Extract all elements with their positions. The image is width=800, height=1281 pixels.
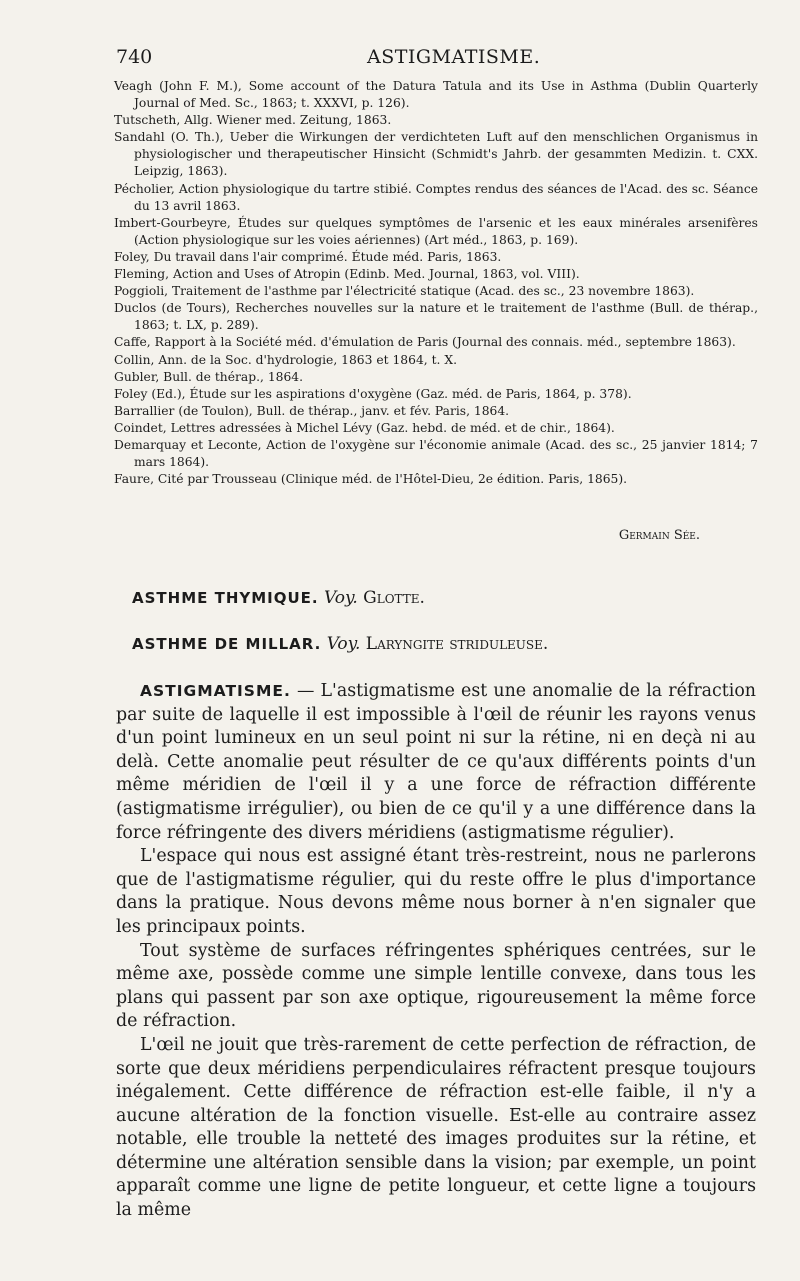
reference-item: Foley, Du travail dans l'air comprimé. Étude méd. Paris, 1863. xyxy=(114,249,502,264)
see-label: Voy. xyxy=(326,634,361,654)
reference-item: Faure, Cité par Trousseau (Clinique méd. de l'Hôtel-Dieu, 2e édition. Paris, 1865). xyxy=(114,472,628,487)
reference-item: Imbert-Gourbeyre, Études sur quelques symptômes de l'arsenic et les eaux minérales arsenifères (Action physiologique sur les voies aériennes) (Art méd., 1863, p. 169). xyxy=(114,215,758,247)
cross-reference: Laryngite striduleuse. xyxy=(365,634,549,654)
article-paragraph: L'œil ne jouit que très-rarement de cette perfection de réfraction, de sorte que deux méridiens perpendiculaires réfractent presque toujours inégalement. Cette différence de réfraction est-elle faible, il n'y a aucune altération de la fonction visuelle. Est-elle au contraire assez notable, elle trouble la netteté des images produites sur la rétine, et détermine une altération sensible dans la vision; par exemple, un point apparaît comme une ligne de petite longueur, et cette ligne a toujours la même xyxy=(116,1034,756,1221)
reference-item: Sandahl (O. Th.), Ueber die Wirkungen der verdichteten Luft auf den menschlichen Organismus in physiologischer und therapeutischer Hinsicht (Schmidt's Jahrb. der gesammten Medizin. t. CXX. Leipzig, 1863). xyxy=(114,130,758,179)
article-paragraph: ASTIGMATISME. — L'astigmatisme est une anomalie de la réfraction par suite de laquelle il est impossible à l'œil de réunir les rayons venus d'un point lumineux en un seul point ni sur la rétine, ni en deçà ni au delà. Cette anomalie peut résulter de ce qu'aux différents points d'un même méridien de l'œil il y a une force de réfraction différente (astigmatisme irrégulier), ou bien de ce qu'il y a une différence dans la force réfringente des divers méridiens (astigmatisme régulier). xyxy=(116,681,756,843)
page xyxy=(112,40,758,1221)
page-header xyxy=(112,40,758,72)
page-number: 740 xyxy=(116,46,153,68)
entry-headword: ASTHME DE MILLAR. xyxy=(132,635,322,653)
reference-item: Coindet, Lettres adressées à Michel Lévy (Gaz. hebd. de méd. et de chir., 1864). xyxy=(114,420,615,435)
article-headword: ASTIGMATISME. xyxy=(140,682,291,700)
article-paragraph: L'espace qui nous est assigné étant très-restreint, nous ne parlerons que de l'astigmatisme régulier, qui du reste offre le plus d'importance dans la pratique. Nous devons même nous borner à n'en signaler que les principaux points. xyxy=(116,846,756,937)
reference-item: Duclos (de Tours), Recherches nouvelles sur la nature et le traitement de l'asthme (Bull. de thérap., 1863; t. LX, p. 289). xyxy=(114,301,758,333)
author-signature: Germain Sée. xyxy=(618,528,700,543)
reference-item: Fleming, Action and Uses of Atropin (Edinb. Med. Journal, 1863, vol. VIII). xyxy=(114,267,580,282)
entry-headword: ASTHME THYMIQUE. xyxy=(132,589,319,607)
reference-item: Caffe, Rapport à la Société méd. d'émulation de Paris (Journal des connais. méd., septembre 1863). xyxy=(114,335,736,350)
reference-item: Gubler, Bull. de thérap., 1864. xyxy=(114,369,304,384)
reference-item: Veagh (John F. M.), Some account of the Datura Tatula and its Use in Asthma (Dublin Quarterly Journal of Med. Sc., 1863; t. XXXVI, p. 126). xyxy=(114,79,758,111)
dictionary-entry xyxy=(132,634,548,654)
reference-item: Tutscheth, Allg. Wiener med. Zeitung, 1863. xyxy=(114,113,392,128)
reference-item: Pécholier, Action physiologique du tartre stibié. Comptes rendus des séances de l'Acad. des sc. Séance du 13 avril 1863. xyxy=(114,181,758,213)
reference-item: Poggioli, Traitement de l'asthme par l'électricité statique (Acad. des sc., 23 novembre 1863). xyxy=(114,284,695,299)
reference-item: Barrallier (de Toulon), Bull. de thérap., janv. et fév. Paris, 1864. xyxy=(114,403,510,418)
cross-reference: Glotte. xyxy=(363,588,425,608)
bibliography xyxy=(114,78,758,488)
reference-item: Foley (Ed.), Étude sur les aspirations d'oxygène (Gaz. méd. de Paris, 1864, p. 378). xyxy=(114,386,632,401)
article-paragraph: Tout système de surfaces réfringentes sphériques centrées, sur le même axe, possède comme une simple lentille convexe, dans tous les plans qui passent par son axe optique, rigoureusement la même force de réfraction. xyxy=(116,940,756,1032)
reference-item: Demarquay et Leconte, Action de l'oxygène sur l'économie animale (Acad. des sc., 25 janvier 1814; 7 mars 1864). xyxy=(114,437,758,470)
dictionary-entry xyxy=(132,588,425,608)
running-title: ASTIGMATISME. xyxy=(367,46,541,68)
article-body xyxy=(116,680,756,1223)
reference-item: Collin, Ann. de la Soc. d'hydrologie, 1863 et 1864, t. X. xyxy=(114,352,458,367)
see-label: Voy. xyxy=(324,588,358,608)
